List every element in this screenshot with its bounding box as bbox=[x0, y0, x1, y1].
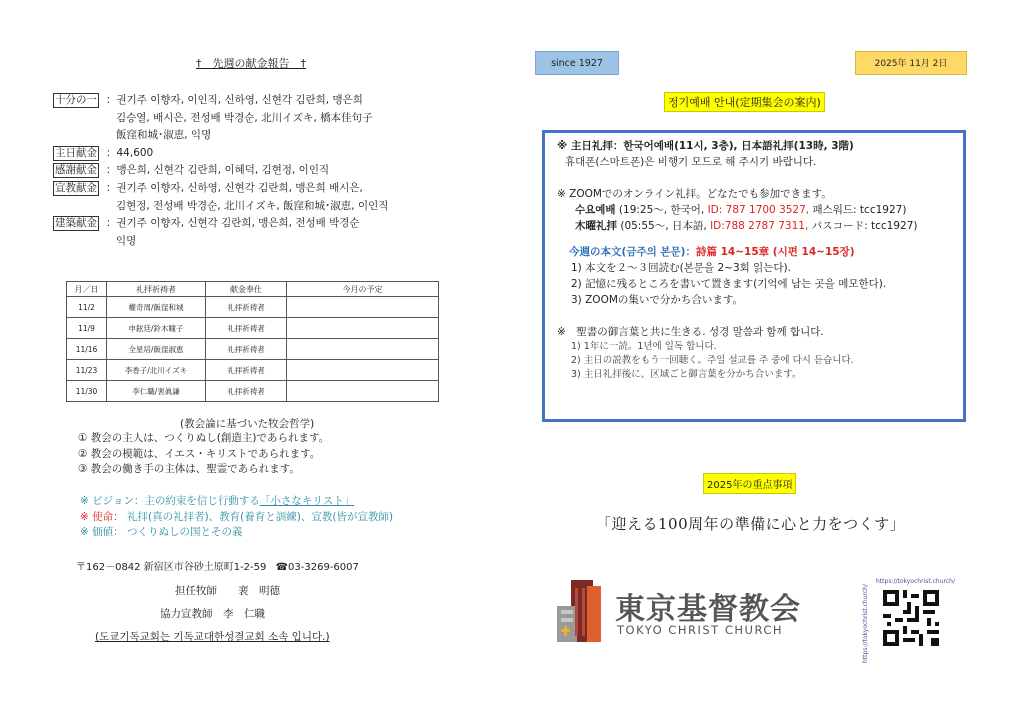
worship-info-box bbox=[542, 130, 966, 422]
table-row bbox=[67, 360, 439, 381]
phone-text: ☎03-3269-6007 bbox=[275, 562, 359, 573]
cell-prayer: 申鉉廷/鈴木瞳子 bbox=[107, 318, 206, 339]
philosophy-item: ② 教会の模範は、イエス・キリストであられます。 bbox=[78, 447, 321, 460]
mission-label: ※ 使命： bbox=[80, 510, 124, 523]
value-text: つくりぬしの国とその義 bbox=[126, 526, 243, 538]
thursday-close: ) bbox=[913, 220, 918, 232]
offering-label: 感謝献金 bbox=[55, 164, 97, 177]
cell-schedule bbox=[287, 297, 439, 318]
bible-item: 3) 主日礼拝後に、区域ごと御言葉を分かち合います。 bbox=[571, 369, 802, 380]
pastor-line: 担任牧師 裵 明德 bbox=[175, 585, 280, 597]
cell-date: 11/23 bbox=[67, 360, 107, 381]
cell-prayer: 李仁職/裵眞謙 bbox=[107, 381, 206, 402]
offering-sunday bbox=[53, 145, 473, 163]
weekly-text-line bbox=[557, 244, 963, 260]
thursday-line bbox=[557, 218, 963, 234]
since-badge: since 1927 bbox=[535, 51, 619, 75]
offering-line: ：맹은희, 신현각 김란희, 이혜덕, 김현정, 이인직 bbox=[106, 164, 330, 177]
philosophy-item: ③ 教会の働き手の主体は、聖霊であられます。 bbox=[78, 463, 300, 475]
qr-url-top: https://tokyochrist.church/ bbox=[876, 578, 955, 585]
thursday-label: 木曜礼拝 bbox=[575, 220, 617, 232]
cell-schedule bbox=[287, 360, 439, 381]
offering-line: 익명 bbox=[116, 234, 137, 247]
offering-report-title: † 先週の献金報告 † bbox=[196, 57, 306, 70]
wednesday-password-text bbox=[812, 204, 902, 216]
cell-schedule bbox=[287, 339, 439, 360]
col-header-schedule: 今月の予定 bbox=[287, 282, 439, 297]
reading-item: 3) ZOOMの集いで分かち合います。 bbox=[571, 294, 744, 306]
wednesday-close: ) bbox=[902, 204, 907, 216]
offering-building bbox=[53, 215, 473, 250]
bible-list bbox=[557, 340, 963, 382]
table-row bbox=[67, 381, 439, 402]
address-text: 〒162－0842 新宿区市谷砂土原町1-2-59 bbox=[76, 562, 267, 573]
qr-code-icon bbox=[883, 590, 939, 646]
weekly-text-label: 今週の本文(금주의 본문)： bbox=[569, 246, 696, 258]
cell-offering: 礼拝祈祷者 bbox=[206, 318, 287, 339]
offering-label: 主日献金 bbox=[55, 146, 97, 159]
bible-item: 2) 主日の説教をもう一回聴く。주일 설교를 주 중에 다시 듣습니다. bbox=[571, 355, 854, 366]
phone-note: 휴대폰(스마트폰)은 비행기 모드로 해 주시기 바랍니다. bbox=[565, 156, 817, 168]
table-row bbox=[67, 339, 439, 360]
philosophy-list bbox=[78, 431, 329, 478]
affiliation-note: (도쿄기독교회는 기독교대한성결교회 소속 입니다.) bbox=[95, 631, 330, 643]
col-header-date: 月／日 bbox=[67, 282, 107, 297]
cell-prayer: 李香子/北川イズキ bbox=[107, 360, 206, 381]
zoom-line: ※ ZOOMでのオンライン礼拝。どなたでも参加できます。 bbox=[557, 188, 832, 200]
cell-offering: 礼拝祈祷者 bbox=[206, 339, 287, 360]
cell-date: 11/30 bbox=[67, 381, 107, 402]
missionary-line: 協力宣教師 李 仁職 bbox=[160, 608, 265, 620]
qr-code[interactable] bbox=[862, 578, 955, 663]
wednesday-time: (19:25～, 한국어, bbox=[618, 204, 705, 216]
offering-thanks bbox=[53, 162, 473, 180]
church-logo bbox=[553, 580, 823, 642]
offering-line: ：권기주 이향자, 신현각 김란희, 맹은희, 전성배 박경순 bbox=[106, 217, 360, 230]
cell-offering: 礼拝祈祷者 bbox=[206, 297, 287, 318]
wednesday-zoom-id: ID: 787 1700 3527, bbox=[707, 204, 810, 216]
weekly-text-ref: 詩篇 14~15章 (시편 14~15장) bbox=[695, 246, 855, 258]
wednesday-line bbox=[557, 202, 963, 218]
wednesday-label: 수요예배 bbox=[575, 204, 616, 216]
value-label: ※ 価値： bbox=[80, 526, 124, 538]
offering-list bbox=[53, 92, 473, 250]
vision-block bbox=[80, 494, 393, 541]
bible-item: 1) 1年に一読。1년에 일독 합니다. bbox=[571, 341, 717, 352]
cell-schedule bbox=[287, 381, 439, 402]
cell-prayer: 權奇周/飯窪和城 bbox=[107, 297, 206, 318]
vision-quote: 「小さなキリスト」 bbox=[259, 495, 355, 507]
offering-line: 김현정, 전성배 박경순, 北川イズキ, 飯窪和城･淑恵, 이인직 bbox=[116, 199, 389, 212]
thursday-password: パスコード: tcc1927 bbox=[811, 220, 914, 232]
cell-schedule bbox=[287, 318, 439, 339]
offering-tithe bbox=[53, 92, 473, 145]
logo-japanese: 東京基督教会 bbox=[615, 592, 801, 627]
offering-label: 建築献金 bbox=[55, 217, 97, 230]
cell-offering: 礼拝祈祷者 bbox=[206, 360, 287, 381]
offering-line: ：44,600 bbox=[106, 146, 154, 159]
table-row bbox=[67, 297, 439, 318]
wednesday-password: 패스워드: tcc1927 bbox=[812, 204, 903, 216]
cell-date: 11/2 bbox=[67, 297, 107, 318]
focus-statement: 「迎える100周年の準備に心と力をつくす」 bbox=[596, 515, 906, 533]
cell-date: 11/9 bbox=[67, 318, 107, 339]
mission-text: 礼拝(真の礼拝者)、教育(養育と訓練)、宣教(皆が宣教師) bbox=[126, 510, 394, 523]
offering-line: ：권기주 이향자, 신하영, 신현각 김란희, 맹은희 배시은, bbox=[106, 181, 363, 194]
philosophy-title: (教会論に基づいた牧会哲学) bbox=[180, 418, 315, 430]
qr-url-side: https://tokyochrist.church/ bbox=[862, 584, 869, 663]
focus-label: 2025年の重点事項 bbox=[703, 473, 796, 494]
reading-list bbox=[557, 260, 963, 308]
bible-line: ※ 聖書の御言葉と共に生きる. 성경 말씀과 함께 합니다. bbox=[557, 326, 824, 338]
reading-item: 1) 本文を２～３回読む(본문을 2~3회 읽는다). bbox=[571, 262, 791, 274]
vision-line bbox=[80, 494, 393, 510]
value-line bbox=[80, 525, 393, 541]
mission-line bbox=[80, 510, 393, 526]
offering-line: ：권기주 이향자, 이인직, 신하영, 신현각 김란희, 맹은희 bbox=[106, 94, 363, 106]
cell-prayer: 全星培/飯窪淑恵 bbox=[107, 339, 206, 360]
table-header-row bbox=[67, 282, 439, 297]
offering-label: 十分の一 bbox=[55, 94, 97, 106]
cell-date: 11/16 bbox=[67, 339, 107, 360]
table-row bbox=[67, 318, 439, 339]
thursday-time: (05:55～, 日本語, bbox=[620, 220, 707, 232]
vision-prefix: ※ ビジョン：主の約束を信じ行動する bbox=[80, 495, 260, 507]
date-badge: 2025年 11月 2日 bbox=[855, 51, 967, 75]
offering-line: 飯窪和城･淑恵, 익명 bbox=[116, 129, 212, 142]
col-header-prayer: 礼拝祈祷者 bbox=[107, 282, 206, 297]
philosophy-item: ① 教会の主人は、つくりぬし(創造主)であられます。 bbox=[78, 432, 330, 444]
church-address bbox=[76, 558, 359, 573]
sunday-service-line: ※ 主日礼拝：한국어예배(11시, 3층), 日本語礼拝(13時, 3階) bbox=[557, 140, 854, 152]
thursday-zoom-id: ID:788 2787 7311, bbox=[710, 220, 809, 232]
worship-guide-title: 정기예배 안내(定期集会の案内) bbox=[664, 92, 825, 112]
cell-offering: 礼拝祈祷者 bbox=[206, 381, 287, 402]
offering-mission bbox=[53, 180, 473, 215]
col-header-offering: 献金奉仕 bbox=[206, 282, 287, 297]
offering-label: 宣教献金 bbox=[55, 181, 97, 194]
reading-item: 2) 記憶に残るところを書いて置きます(기억에 남는 곳을 메모한다). bbox=[571, 278, 887, 290]
logo-english: TOKYO CHRIST CHURCH bbox=[617, 623, 784, 637]
church-building-icon bbox=[553, 580, 605, 642]
offering-line: 김승열, 배시은, 전성배 박경순, 北川イズキ, 橋本佳句子 bbox=[116, 111, 373, 124]
service-schedule-table bbox=[66, 281, 439, 402]
